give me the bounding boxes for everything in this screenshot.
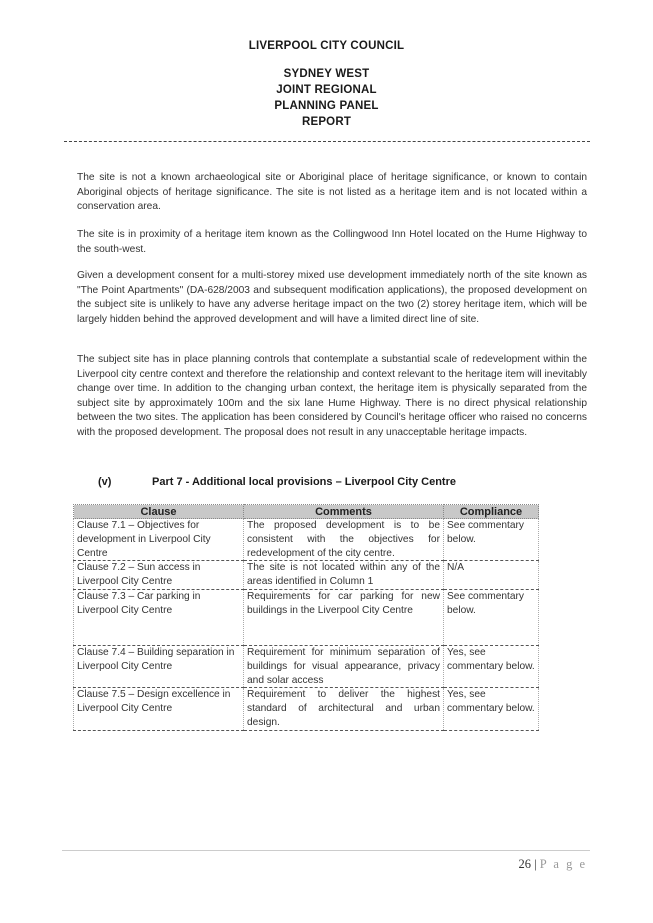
cell-compliance: See commentary below. (444, 519, 539, 561)
header-comments: Comments (244, 505, 444, 519)
cell-clause: Clause 7.1 – Objectives for development in Liverpool City Centre (74, 519, 244, 561)
cell-compliance: Yes, see commentary below. (444, 645, 539, 687)
paragraph-development-consent: Given a development consent for a multi-storey mixed use development immediately north of the site known as "The Point Apartments" (DA-628/2003 and subsequent modification applications), the proposed development on the subject site is unlikely to have any adverse heritage impact on the two (2) storey heritage item, which will be largely hidden behind the approved development and will have a limited direct line of site. (77, 270, 587, 325)
section-heading (98, 476, 456, 488)
cell-clause: Clause 7.4 – Building separation in Liverpool City Centre (74, 645, 244, 687)
paragraph-archaeology: The site is not a known archaeological site or Aboriginal place of heritage significance, or known to contain Aboriginal objects of heritage significance. The site is not listed as a heritage item and is not located within a conservation area. (77, 172, 587, 213)
cell-comments: Requirements for car parking for new buildings in the Liverpool City Centre (244, 589, 444, 645)
cell-comments: Requirement to deliver the highest standard of architectural and urban design. (244, 688, 444, 730)
report-title-line-1: SYDNEY WEST (283, 68, 370, 80)
table-row (74, 645, 539, 687)
section-number: (v) (98, 476, 112, 488)
cell-clause: Clause 7.5 – Design excellence in Liverpool City Centre (74, 688, 244, 730)
cell-clause: Clause 7.2 – Sun access in Liverpool City Centre (74, 561, 244, 590)
cell-comments: The proposed development is to be consistent with the objectives for redevelopment of the city centre. (244, 519, 444, 561)
table-row (74, 519, 539, 561)
council-name: LIVERPOOL CITY COUNCIL (248, 40, 405, 52)
footer-divider (62, 850, 590, 851)
page-label: P a g e (539, 857, 587, 871)
page-separator: | (534, 857, 537, 871)
header-compliance: Compliance (444, 505, 539, 519)
cell-comments: The site is not located within any of the areas identified in Column 1 (244, 561, 444, 590)
cell-comments: Requirement for minimum separation of buildings for visual appearance, privacy and solar access (244, 645, 444, 687)
report-title-line-3: PLANNING PANEL (274, 100, 379, 112)
cell-compliance: Yes, see commentary below. (444, 688, 539, 730)
page-number (519, 857, 587, 872)
cell-compliance: N/A (444, 561, 539, 590)
page-number-value: 26 (518, 857, 532, 871)
cell-clause: Clause 7.3 – Car parking in Liverpool City Centre (74, 589, 244, 645)
header-clause: Clause (74, 505, 244, 519)
paragraph-planning-controls: The subject site has in place planning controls that contemplate a substantial scale of redevelopment within the Liverpool city centre context and therefore the relationship and context relevant to the heritage item will inevitably change over time. In addition to the changing urban context, the heritage item is physically separated from the subject site by approximately 100m and the six lane Hume Highway. There is no direct physical relationship between the two sites. The application has been considered by Council's heritage officer who raised no concerns with the proposed development. The proposal does not result in any unacceptable heritage impacts. (77, 354, 587, 438)
clauses-table (73, 504, 539, 731)
cell-compliance: See commentary below. (444, 589, 539, 645)
table-row (74, 589, 539, 645)
table-row (74, 561, 539, 590)
section-title: Part 7 - Additional local provisions – Liverpool City Centre (152, 476, 456, 488)
header-divider (64, 141, 590, 142)
paragraph-heritage-proximity: The site is in proximity of a heritage item known as the Collingwood Inn Hotel located on the Hume Highway to the south-west. (77, 229, 587, 255)
report-title-line-2: JOINT REGIONAL (276, 84, 377, 96)
table-row (74, 688, 539, 730)
table-header-row (74, 505, 539, 519)
report-title-line-4: REPORT (301, 116, 352, 128)
